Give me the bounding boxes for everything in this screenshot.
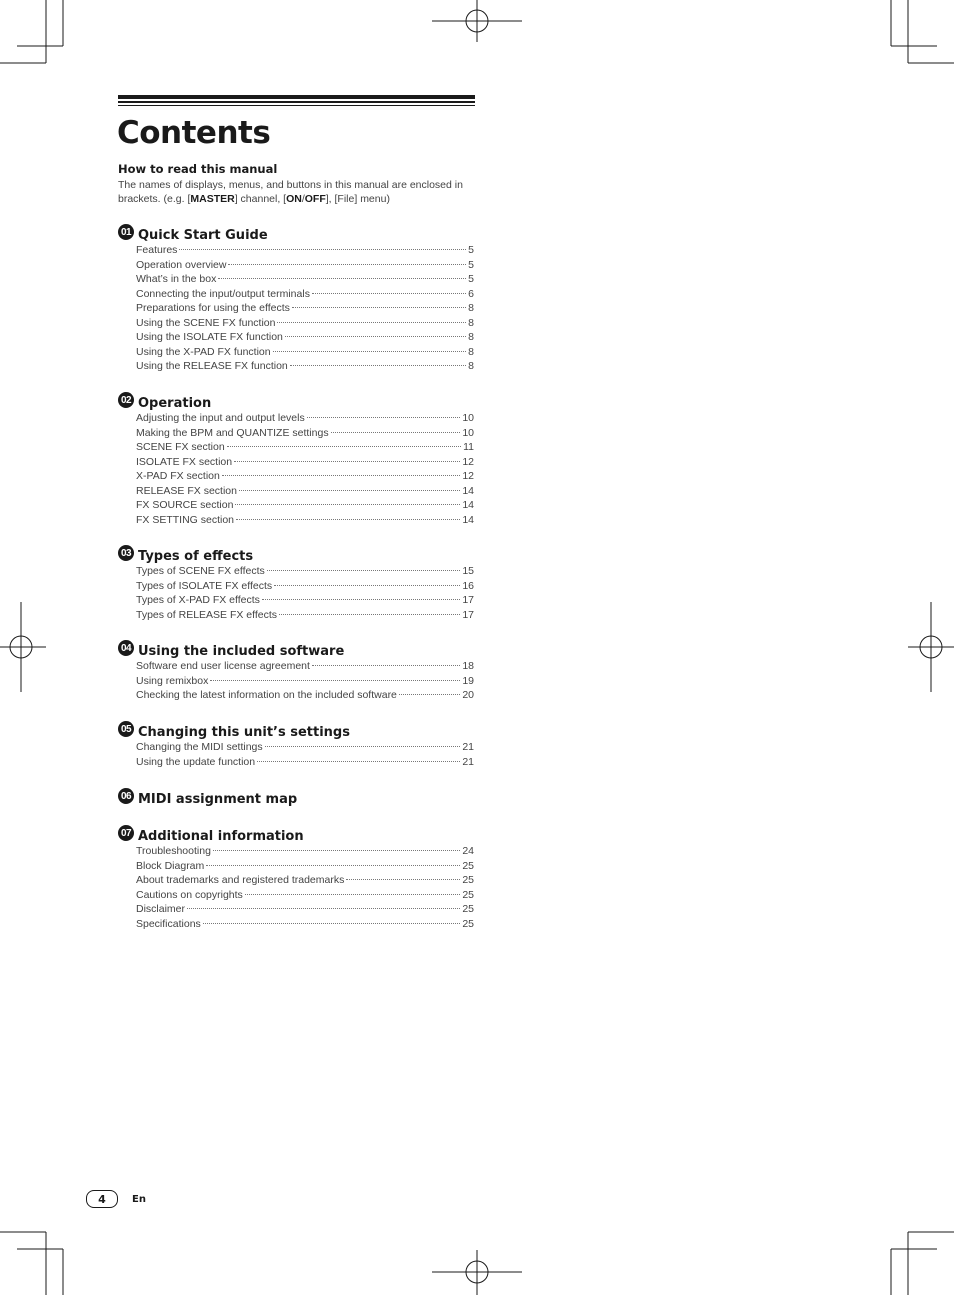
toc-entry[interactable]	[136, 674, 474, 689]
dot-leader	[312, 665, 460, 666]
on-label: ON	[286, 193, 302, 205]
toc-entry[interactable]	[136, 844, 474, 859]
toc-entry-page: 11	[463, 441, 474, 453]
toc-entry[interactable]	[136, 440, 474, 455]
toc-entry[interactable]	[136, 469, 474, 484]
toc-entry-page: 8	[468, 316, 474, 329]
toc-entry-label: Using the RELEASE FX function	[136, 360, 288, 372]
page-footer	[86, 1190, 146, 1208]
dot-leader	[290, 365, 466, 366]
chapter-title: Using the included software	[138, 644, 345, 659]
dot-leader	[292, 307, 466, 308]
toc-entry-label: Cautions on copyrights	[136, 888, 243, 901]
dot-leader	[257, 761, 460, 762]
dot-leader	[203, 923, 461, 924]
chapter-number-badge: 05	[118, 721, 134, 737]
chapter-title: Changing this unit’s settings	[138, 725, 350, 740]
toc-entry-label: Changing the MIDI settings	[136, 741, 263, 753]
toc-entry-page: 8	[468, 331, 474, 343]
toc-entry[interactable]	[136, 258, 474, 273]
chapter-number-badge: 01	[118, 224, 134, 240]
toc-entry-page: 20	[462, 689, 474, 701]
toc-entry-page: 25	[462, 888, 474, 901]
section-heading[interactable]	[118, 546, 474, 564]
how-to-read-heading: How to read this manual	[118, 162, 278, 176]
toc-entry[interactable]	[136, 755, 474, 770]
toc-entry-label: ISOLATE FX section	[136, 455, 233, 468]
toc-entry-label: SCENE FX section	[136, 441, 225, 453]
toc-entry-label: Block Diagram	[136, 859, 205, 872]
toc-entry[interactable]	[136, 455, 474, 470]
toc-entry-label: FX SOURCE section	[136, 499, 234, 511]
toc-entry[interactable]	[136, 316, 474, 331]
chapter-title: Types of effects	[138, 549, 254, 564]
toc-entry-page: 8	[468, 360, 474, 372]
toc-entry-page: 14	[462, 499, 474, 511]
toc-entry-label: Using the update function	[136, 755, 256, 768]
toc-entry-label: Types of SCENE FX effects	[136, 565, 265, 577]
toc-entry[interactable]	[136, 859, 474, 874]
toc-entry-label: Features	[136, 244, 178, 256]
dot-leader	[307, 417, 461, 418]
section-heading[interactable]	[118, 722, 474, 740]
dot-leader	[234, 461, 460, 462]
toc-section-3	[118, 546, 474, 622]
toc-list	[118, 844, 474, 931]
dot-leader	[236, 519, 460, 520]
dot-leader	[235, 504, 460, 505]
dot-leader	[213, 850, 460, 851]
toc-section-7	[118, 826, 474, 931]
dot-leader	[239, 490, 460, 491]
dot-leader	[274, 585, 460, 586]
toc-entry-page: 21	[462, 755, 474, 768]
chapter-title: MIDI assignment map	[138, 792, 298, 807]
toc-entry-label: Adjusting the input and output levels	[136, 412, 305, 424]
toc-entry-page: 14	[462, 484, 474, 497]
toc-entry-label: Using the X-PAD FX function	[136, 345, 271, 358]
toc-entry[interactable]	[136, 688, 474, 703]
toc-entry[interactable]	[136, 659, 474, 674]
toc-entry-label: Using the SCENE FX function	[136, 316, 276, 329]
toc-entry-label: Preparations for using the effects	[136, 302, 290, 314]
toc-entry-page: 8	[468, 345, 474, 358]
toc-entry-page: 16	[462, 579, 474, 592]
dot-leader	[218, 278, 466, 279]
toc-entry[interactable]	[136, 345, 474, 360]
toc-entry-page: 10	[462, 412, 474, 424]
toc-entry[interactable]	[136, 740, 474, 755]
toc-entry[interactable]	[136, 272, 474, 287]
toc-entry-page: 15	[462, 565, 474, 577]
toc-entry[interactable]	[136, 608, 474, 623]
dot-leader	[331, 432, 461, 433]
section-heading[interactable]	[118, 225, 474, 243]
toc-entry-page: 24	[462, 845, 474, 857]
toc-entry-page: 10	[462, 426, 474, 439]
dot-leader	[285, 336, 466, 337]
dot-leader	[245, 894, 461, 895]
page-title: Contents	[117, 115, 271, 151]
dot-leader	[267, 570, 461, 571]
dot-leader	[279, 614, 460, 615]
toc-entry[interactable]	[136, 873, 474, 888]
toc-entry[interactable]	[136, 593, 474, 608]
toc-entry-page: 25	[462, 917, 474, 930]
dot-leader	[262, 599, 460, 600]
toc-entry-label: RELEASE FX section	[136, 484, 237, 497]
toc-entry[interactable]	[136, 917, 474, 932]
toc-entry[interactable]	[136, 498, 474, 513]
toc-entry-label: About trademarks and registered trademarks	[136, 874, 345, 886]
toc-entry-page: 19	[462, 674, 474, 687]
toc-section-6	[118, 789, 474, 807]
dot-leader	[277, 322, 466, 323]
toc-entry[interactable]	[136, 579, 474, 594]
toc-list	[118, 659, 474, 703]
toc-list	[118, 564, 474, 622]
toc-entry[interactable]	[136, 564, 474, 579]
toc-entry[interactable]	[136, 287, 474, 302]
toc-entry-label: FX SETTING section	[136, 513, 235, 526]
toc-list	[118, 411, 474, 527]
dot-leader	[265, 746, 461, 747]
toc-list	[118, 740, 474, 769]
toc-entry-page: 25	[462, 859, 474, 872]
toc-entry-page: 25	[462, 874, 474, 886]
toc-entry[interactable]	[136, 411, 474, 426]
chapter-number-badge: 02	[118, 392, 134, 408]
toc-entry-label: What’s in the box	[136, 273, 217, 285]
dot-leader	[399, 694, 460, 695]
dot-leader	[222, 475, 460, 476]
toc-entry[interactable]	[136, 330, 474, 345]
toc-entry-label: Specifications	[136, 917, 201, 930]
dot-leader	[206, 865, 460, 866]
section-heading[interactable]	[118, 789, 474, 807]
toc-entry-label: Disclaimer	[136, 903, 186, 915]
chapter-title: Additional information	[138, 829, 304, 844]
toc-list	[118, 243, 474, 374]
toc-entry-page: 17	[462, 594, 474, 606]
chapter-title: Operation	[138, 396, 212, 411]
toc-entry-label: Software end user license agreement	[136, 660, 310, 672]
toc-entry-label: Making the BPM and QUANTIZE settings	[136, 426, 329, 439]
dot-leader	[187, 908, 460, 909]
toc-entry-page: 25	[462, 903, 474, 915]
toc-entry-label: Types of ISOLATE FX effects	[136, 579, 273, 592]
dot-leader	[312, 293, 466, 294]
toc-entry-label: Connecting the input/output terminals	[136, 287, 310, 300]
toc-section-1	[118, 225, 474, 374]
dot-leader	[227, 446, 461, 447]
toc-entry[interactable]	[136, 902, 474, 917]
page-number: 4	[86, 1190, 118, 1208]
dot-leader	[179, 249, 466, 250]
toc-entry[interactable]	[136, 513, 474, 528]
toc-entry[interactable]	[136, 359, 474, 374]
header-rule	[118, 95, 475, 106]
toc-entry-label: Using the ISOLATE FX function	[136, 331, 283, 343]
toc-entry-label: Types of X-PAD FX effects	[136, 594, 260, 606]
off-label: OFF	[304, 193, 326, 205]
toc-section-2	[118, 393, 474, 527]
toc-entry-page: 6	[468, 287, 474, 300]
chapter-title: Quick Start Guide	[138, 228, 268, 243]
chapter-number-badge: 06	[118, 788, 134, 804]
toc-entry-page: 5	[468, 244, 474, 256]
toc-entry[interactable]	[136, 888, 474, 903]
toc-entry-label: Operation overview	[136, 258, 227, 271]
toc-entry-label: Checking the latest information on the included software	[136, 689, 397, 701]
toc-entry[interactable]	[136, 301, 474, 316]
toc-section-5	[118, 722, 474, 769]
dot-leader	[346, 879, 460, 880]
dot-leader	[273, 351, 467, 352]
section-heading[interactable]	[118, 393, 474, 411]
toc-entry[interactable]	[136, 484, 474, 499]
toc-entry-page: 5	[468, 273, 474, 285]
toc-entry-page: 5	[468, 258, 474, 271]
toc-entry-page: 8	[468, 302, 474, 314]
toc-entry-page: 17	[462, 608, 474, 621]
section-heading[interactable]	[118, 826, 474, 844]
how-to-read-block	[118, 162, 478, 206]
toc-entry-label: Using remixbox	[136, 674, 209, 687]
toc-section-4	[118, 641, 474, 703]
toc-entry-page: 12	[462, 455, 474, 468]
toc-entry-page: 18	[462, 660, 474, 672]
toc-entry-page: 21	[462, 741, 474, 753]
master-label: MASTER	[190, 193, 235, 205]
toc-entry[interactable]	[136, 243, 474, 258]
toc-entry-page: 12	[462, 470, 474, 482]
toc-entry-label: Troubleshooting	[136, 845, 211, 857]
toc-entry-label: Types of RELEASE FX effects	[136, 608, 278, 621]
toc-entry-page: 14	[462, 513, 474, 526]
dot-leader	[210, 680, 460, 681]
chapter-number-badge: 03	[118, 545, 134, 561]
section-heading[interactable]	[118, 641, 474, 659]
toc-entry[interactable]	[136, 426, 474, 441]
how-to-read-text: The names of displays, menus, and buttons in this manual are enclosed in brackets. (e.g. [MASTER] channel, [ON/OFF], [File] menu)	[118, 179, 463, 205]
chapter-number-badge: 04	[118, 640, 134, 656]
chapter-number-badge: 07	[118, 825, 134, 841]
dot-leader	[228, 264, 466, 265]
language-code: En	[132, 1193, 146, 1205]
toc-entry-label: X-PAD FX section	[136, 470, 220, 482]
